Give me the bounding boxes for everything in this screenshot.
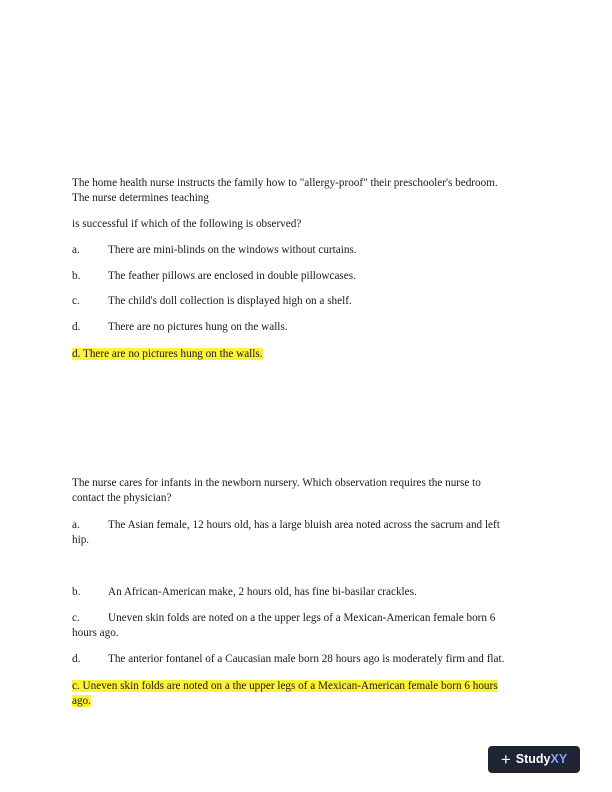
q2-stem-line-1: The nurse cares for infants in the newborn nursery. Which observation requires the nurse to bbox=[72, 477, 481, 489]
answer-highlight: ago. bbox=[72, 695, 91, 707]
option-text: There are mini-blinds on the windows without curtains. bbox=[108, 244, 357, 256]
q1-stem-line-3: is successful if which of the following is observed? bbox=[72, 218, 302, 230]
plus-icon: + bbox=[500, 750, 511, 769]
option-letter: a. bbox=[72, 519, 80, 531]
option-text: An African-American make, 2 hours old, has fine bi-basilar crackles. bbox=[108, 586, 417, 598]
option-text: The anterior fontanel of a Caucasian male born 28 hours ago is moderately firm and flat. bbox=[108, 653, 505, 665]
q2-option-c-cont: hours ago. bbox=[72, 627, 119, 639]
answer-highlight: c. Uneven skin folds are noted on a the upper legs of a Mexican-American female born 6 hours bbox=[72, 680, 498, 692]
q1-stem-line-2: The nurse determines teaching bbox=[72, 192, 209, 204]
q1-stem-line-1: The home health nurse instructs the family how to "allergy-proof" their preschooler's bedroom. bbox=[72, 177, 498, 189]
q2-answer-line-1 bbox=[72, 679, 498, 694]
q2-stem-line-2: contact the physician? bbox=[72, 492, 172, 504]
brand-logo bbox=[516, 752, 567, 767]
option-letter: d. bbox=[72, 321, 81, 333]
option-letter: b. bbox=[72, 270, 81, 282]
brand-accent: XY bbox=[550, 752, 568, 767]
option-letter: b. bbox=[72, 586, 81, 598]
option-text: The child's doll collection is displayed high on a shelf. bbox=[108, 295, 352, 307]
option-text: The Asian female, 12 hours old, has a large bluish area noted across the sacrum and left bbox=[108, 519, 500, 531]
option-letter: c. bbox=[72, 295, 80, 307]
q2-option-a-cont: hip. bbox=[72, 534, 90, 546]
option-text: The feather pillows are enclosed in double pillowcases. bbox=[108, 270, 356, 282]
option-text: Uneven skin folds are noted on a the upper legs of a Mexican-American female born 6 bbox=[108, 612, 496, 624]
q2-answer-line-2 bbox=[72, 694, 91, 709]
option-text: There are no pictures hung on the walls. bbox=[108, 321, 288, 333]
brand-main: Study bbox=[515, 752, 551, 767]
q1-answer bbox=[72, 347, 263, 362]
studyxy-badge[interactable] bbox=[488, 746, 580, 773]
option-letter: d. bbox=[72, 653, 81, 665]
option-letter: a. bbox=[72, 244, 80, 256]
option-letter: c. bbox=[72, 612, 80, 624]
answer-highlight: d. There are no pictures hung on the walls. bbox=[72, 348, 263, 360]
